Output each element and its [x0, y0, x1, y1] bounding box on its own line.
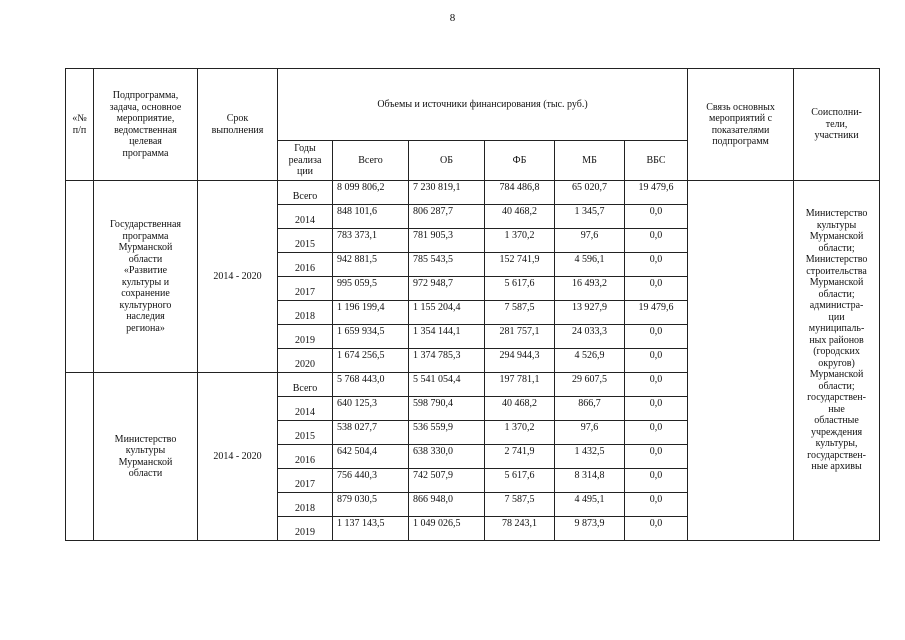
mb-value: 4 596,1 [555, 253, 625, 277]
ob-value: 866 948,0 [409, 493, 485, 517]
ob-value: 742 507,9 [409, 469, 485, 493]
fb-value: 294 944,3 [485, 349, 555, 373]
fb-value: 2 741,9 [485, 445, 555, 469]
year-cell: 2019 [278, 517, 333, 541]
header-term: Срок выполнения [198, 69, 278, 181]
total-value: 642 504,4 [333, 445, 409, 469]
year-cell: 2014 [278, 397, 333, 421]
vbs-value: 0,0 [625, 373, 688, 397]
year-cell: 2015 [278, 421, 333, 445]
mb-value: 29 607,5 [555, 373, 625, 397]
fb-value: 1 370,2 [485, 421, 555, 445]
header-coexecutors: Соисполни- тели, участники [794, 69, 880, 181]
fb-value: 152 741,9 [485, 253, 555, 277]
header-link: Связь основных мероприятий с показателями подпрограмм [688, 69, 794, 181]
vbs-value: 0,0 [625, 253, 688, 277]
year-cell: 2015 [278, 229, 333, 253]
vbs-value: 0,0 [625, 517, 688, 541]
total-value: 538 027,7 [333, 421, 409, 445]
total-value: 995 059,5 [333, 277, 409, 301]
ob-value: 7 230 819,1 [409, 181, 485, 205]
mb-value: 24 033,3 [555, 325, 625, 349]
fb-value: 281 757,1 [485, 325, 555, 349]
mb-value: 65 020,7 [555, 181, 625, 205]
year-cell: 2016 [278, 445, 333, 469]
ob-value: 536 559,9 [409, 421, 485, 445]
funding-table [65, 68, 880, 541]
total-value: 1 674 256,5 [333, 349, 409, 373]
program-name: Министерство культуры Мурманской области [94, 373, 198, 541]
total-value: 942 881,5 [333, 253, 409, 277]
year-cell: Всего [278, 373, 333, 397]
fb-value: 1 370,2 [485, 229, 555, 253]
fb-value: 7 587,5 [485, 493, 555, 517]
subheader-total: Всего [333, 141, 409, 181]
vbs-value: 0,0 [625, 445, 688, 469]
total-value: 1 196 199,4 [333, 301, 409, 325]
fb-value: 5 617,6 [485, 469, 555, 493]
mb-value: 1 432,5 [555, 445, 625, 469]
total-value: 5 768 443,0 [333, 373, 409, 397]
year-cell: 2016 [278, 253, 333, 277]
year-cell: 2019 [278, 325, 333, 349]
fb-value: 40 468,2 [485, 397, 555, 421]
total-value: 848 101,6 [333, 205, 409, 229]
total-value: 1 659 934,5 [333, 325, 409, 349]
ob-value: 598 790,4 [409, 397, 485, 421]
vbs-value: 0,0 [625, 325, 688, 349]
mb-value: 97,6 [555, 421, 625, 445]
fb-value: 197 781,1 [485, 373, 555, 397]
table-row [66, 181, 880, 205]
page-number: 8 [449, 12, 456, 24]
program-name: Государственная программа Мурманской области «Развитие культуры и сохранение культурного наследия региона» [94, 181, 198, 373]
subheader-vbs: ВБС [625, 141, 688, 181]
vbs-value: 19 479,6 [625, 301, 688, 325]
fb-value: 40 468,2 [485, 205, 555, 229]
total-value: 756 440,3 [333, 469, 409, 493]
ob-value: 5 541 054,4 [409, 373, 485, 397]
subheader-mb: МБ [555, 141, 625, 181]
ob-value: 638 330,0 [409, 445, 485, 469]
mb-value: 16 493,2 [555, 277, 625, 301]
mb-value: 9 873,9 [555, 517, 625, 541]
row-number-cell [66, 181, 94, 373]
row-number-cell [66, 373, 94, 541]
mb-value: 866,7 [555, 397, 625, 421]
ob-value: 785 543,5 [409, 253, 485, 277]
header-number: «№ п/п [66, 69, 94, 181]
link-cell [688, 181, 794, 541]
vbs-value: 0,0 [625, 493, 688, 517]
vbs-value: 0,0 [625, 397, 688, 421]
vbs-value: 19 479,6 [625, 181, 688, 205]
mb-value: 4 495,1 [555, 493, 625, 517]
total-value: 879 030,5 [333, 493, 409, 517]
subheader-fb: ФБ [485, 141, 555, 181]
ob-value: 1 374 785,3 [409, 349, 485, 373]
year-cell: 2018 [278, 493, 333, 517]
ob-value: 1 155 204,4 [409, 301, 485, 325]
year-cell: 2017 [278, 469, 333, 493]
vbs-value: 0,0 [625, 277, 688, 301]
vbs-value: 0,0 [625, 229, 688, 253]
subheader-years: Годы реализа ции [278, 141, 333, 181]
year-cell: 2017 [278, 277, 333, 301]
fb-value: 5 617,6 [485, 277, 555, 301]
mb-value: 1 345,7 [555, 205, 625, 229]
vbs-value: 0,0 [625, 349, 688, 373]
ob-value: 806 287,7 [409, 205, 485, 229]
total-value: 1 137 143,5 [333, 517, 409, 541]
year-cell: Всего [278, 181, 333, 205]
vbs-value: 0,0 [625, 205, 688, 229]
ob-value: 1 354 144,1 [409, 325, 485, 349]
fb-value: 784 486,8 [485, 181, 555, 205]
mb-value: 8 314,8 [555, 469, 625, 493]
ob-value: 1 049 026,5 [409, 517, 485, 541]
header-program: Подпрограмма, задача, основное мероприятие, ведомственная целевая программа [94, 69, 198, 181]
ob-value: 972 948,7 [409, 277, 485, 301]
mb-value: 4 526,9 [555, 349, 625, 373]
program-term: 2014 - 2020 [198, 181, 278, 373]
total-value: 640 125,3 [333, 397, 409, 421]
header-funding: Объемы и источники финансирования (тыс. руб.) [278, 69, 688, 141]
subheader-ob: ОБ [409, 141, 485, 181]
year-cell: 2014 [278, 205, 333, 229]
coexecutors-cell: Министерство культуры Мурманской области; Министерство строительства Мурманской области; администра- ции муниципаль- ных районов (городских округов) Мурманской области; государствен- ные областные учреждения культуры, государствен- ные архивы [794, 181, 880, 541]
total-value: 8 099 806,2 [333, 181, 409, 205]
mb-value: 97,6 [555, 229, 625, 253]
total-value: 783 373,1 [333, 229, 409, 253]
header-row [66, 69, 880, 141]
ob-value: 781 905,3 [409, 229, 485, 253]
mb-value: 13 927,9 [555, 301, 625, 325]
year-cell: 2020 [278, 349, 333, 373]
vbs-value: 0,0 [625, 469, 688, 493]
fb-value: 7 587,5 [485, 301, 555, 325]
vbs-value: 0,0 [625, 421, 688, 445]
program-term: 2014 - 2020 [198, 373, 278, 541]
fb-value: 78 243,1 [485, 517, 555, 541]
year-cell: 2018 [278, 301, 333, 325]
